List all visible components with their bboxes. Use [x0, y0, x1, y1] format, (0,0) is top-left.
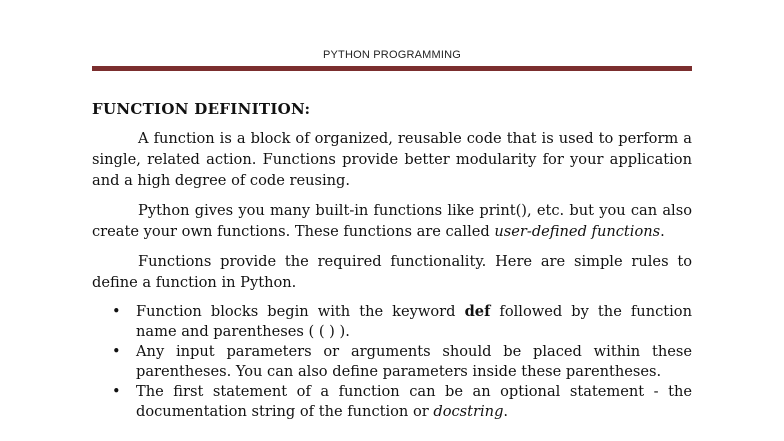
- paragraph-3-text: Functions provide the required functionality. Here are simple rules to define a function in Python.: [92, 253, 692, 291]
- document-body: [92, 99, 692, 422]
- paragraph-2-end: .: [660, 223, 665, 240]
- list-item-3-post: .: [503, 403, 509, 420]
- bullet-icon: •: [112, 303, 121, 320]
- paragraph-2: [92, 200, 692, 242]
- list-item-2-text: Any input parameters or arguments should be placed within these parentheses. You can also define parameters inside these parentheses.: [136, 343, 692, 380]
- running-header: PYTHON PROGRAMMING: [322, 49, 462, 61]
- paragraph-2-text: Python gives you many built-in functions like print(), etc. but you can also create your own functions. These functions are called: [92, 202, 692, 240]
- list-item: [92, 382, 692, 422]
- paragraph-1: [92, 128, 692, 191]
- list-item: [92, 342, 692, 382]
- bullet-icon: •: [112, 383, 121, 400]
- paragraph-3: [92, 251, 692, 293]
- header-rule: [92, 66, 692, 71]
- list-item-1-keyword: def: [464, 303, 491, 320]
- list-item-1-pre: Function blocks begin with the keyword: [136, 303, 465, 320]
- paragraph-1-text: A function is a block of organized, reusable code that is used to perform a single, related action. Functions provide better modularity for your application and a high degree of code reusing.: [92, 130, 692, 189]
- section-heading: FUNCTION DEFINITION:: [92, 100, 311, 118]
- bullet-icon: •: [112, 343, 121, 360]
- paragraph-2-italic: user-defined functions: [494, 223, 661, 240]
- list-item-3-italic: docstring: [433, 403, 504, 420]
- list-item: [92, 302, 692, 342]
- rules-list: [92, 302, 692, 422]
- list-item-3-pre: The first statement of a function can be an optional statement - the documentation string of the function or: [136, 383, 692, 420]
- list-item-1-post: followed by the function name and parentheses ( ( ) ).: [136, 303, 692, 340]
